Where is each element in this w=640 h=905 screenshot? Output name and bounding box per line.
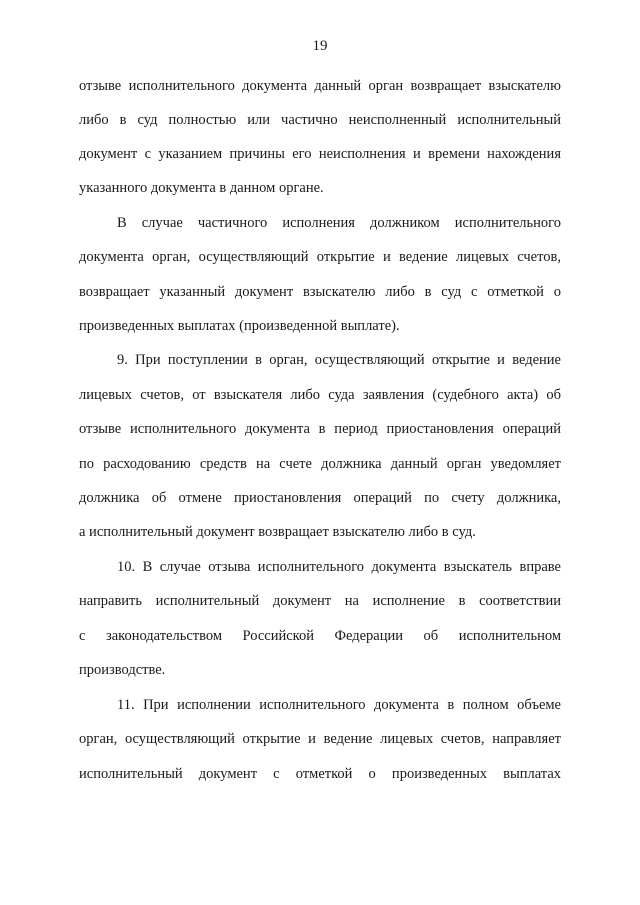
text-line: по расходованию средств на счете должника данный орган уведомляет — [79, 456, 561, 472]
text-line: отзыве исполнительного документа данный орган возвращает взыскателю — [79, 78, 561, 94]
text-line: производстве. — [79, 662, 166, 678]
text-line: 11. При исполнении исполнительного документа в полном объеме — [117, 697, 561, 713]
text-line: отзыве исполнительного документа в период приостановления операций — [79, 421, 561, 437]
text-line: указанного документа в данном органе. — [79, 180, 324, 196]
text-line: документа орган, осуществляющий открытие и ведение лицевых счетов, — [79, 249, 561, 265]
text-line: должника об отмене приостановления операций по счету должника, — [79, 490, 561, 506]
text-line: документ с указанием причины его неисполнения и времени нахождения — [79, 146, 561, 162]
text-line: лицевых счетов, от взыскателя либо суда заявления (судебного акта) об — [79, 387, 561, 403]
text-line: либо в суд полностью или частично неисполненный исполнительный — [79, 112, 561, 128]
text-line: 10. В случае отзыва исполнительного документа взыскатель вправе — [117, 559, 561, 575]
text-line: а исполнительный документ возвращает взыскателю либо в суд. — [79, 524, 476, 540]
text-line: с законодательством Российской Федерации об исполнительном — [79, 628, 561, 644]
text-line: исполнительный документ с отметкой о произведенных выплатах — [79, 766, 561, 782]
text-line: 9. При поступлении в орган, осуществляющий открытие и ведение — [117, 352, 561, 368]
text-line: произведенных выплатах (произведенной выплате). — [79, 318, 400, 334]
text-line: возвращает указанный документ взыскателю либо в суд с отметкой о — [79, 284, 561, 300]
text-line: направить исполнительный документ на исполнение в соответствии — [79, 593, 561, 609]
text-line: орган, осуществляющий открытие и ведение лицевых счетов, направляет — [79, 731, 561, 747]
page-number: 19 — [312, 38, 328, 54]
text-line: В случае частичного исполнения должником исполнительного — [117, 215, 561, 231]
